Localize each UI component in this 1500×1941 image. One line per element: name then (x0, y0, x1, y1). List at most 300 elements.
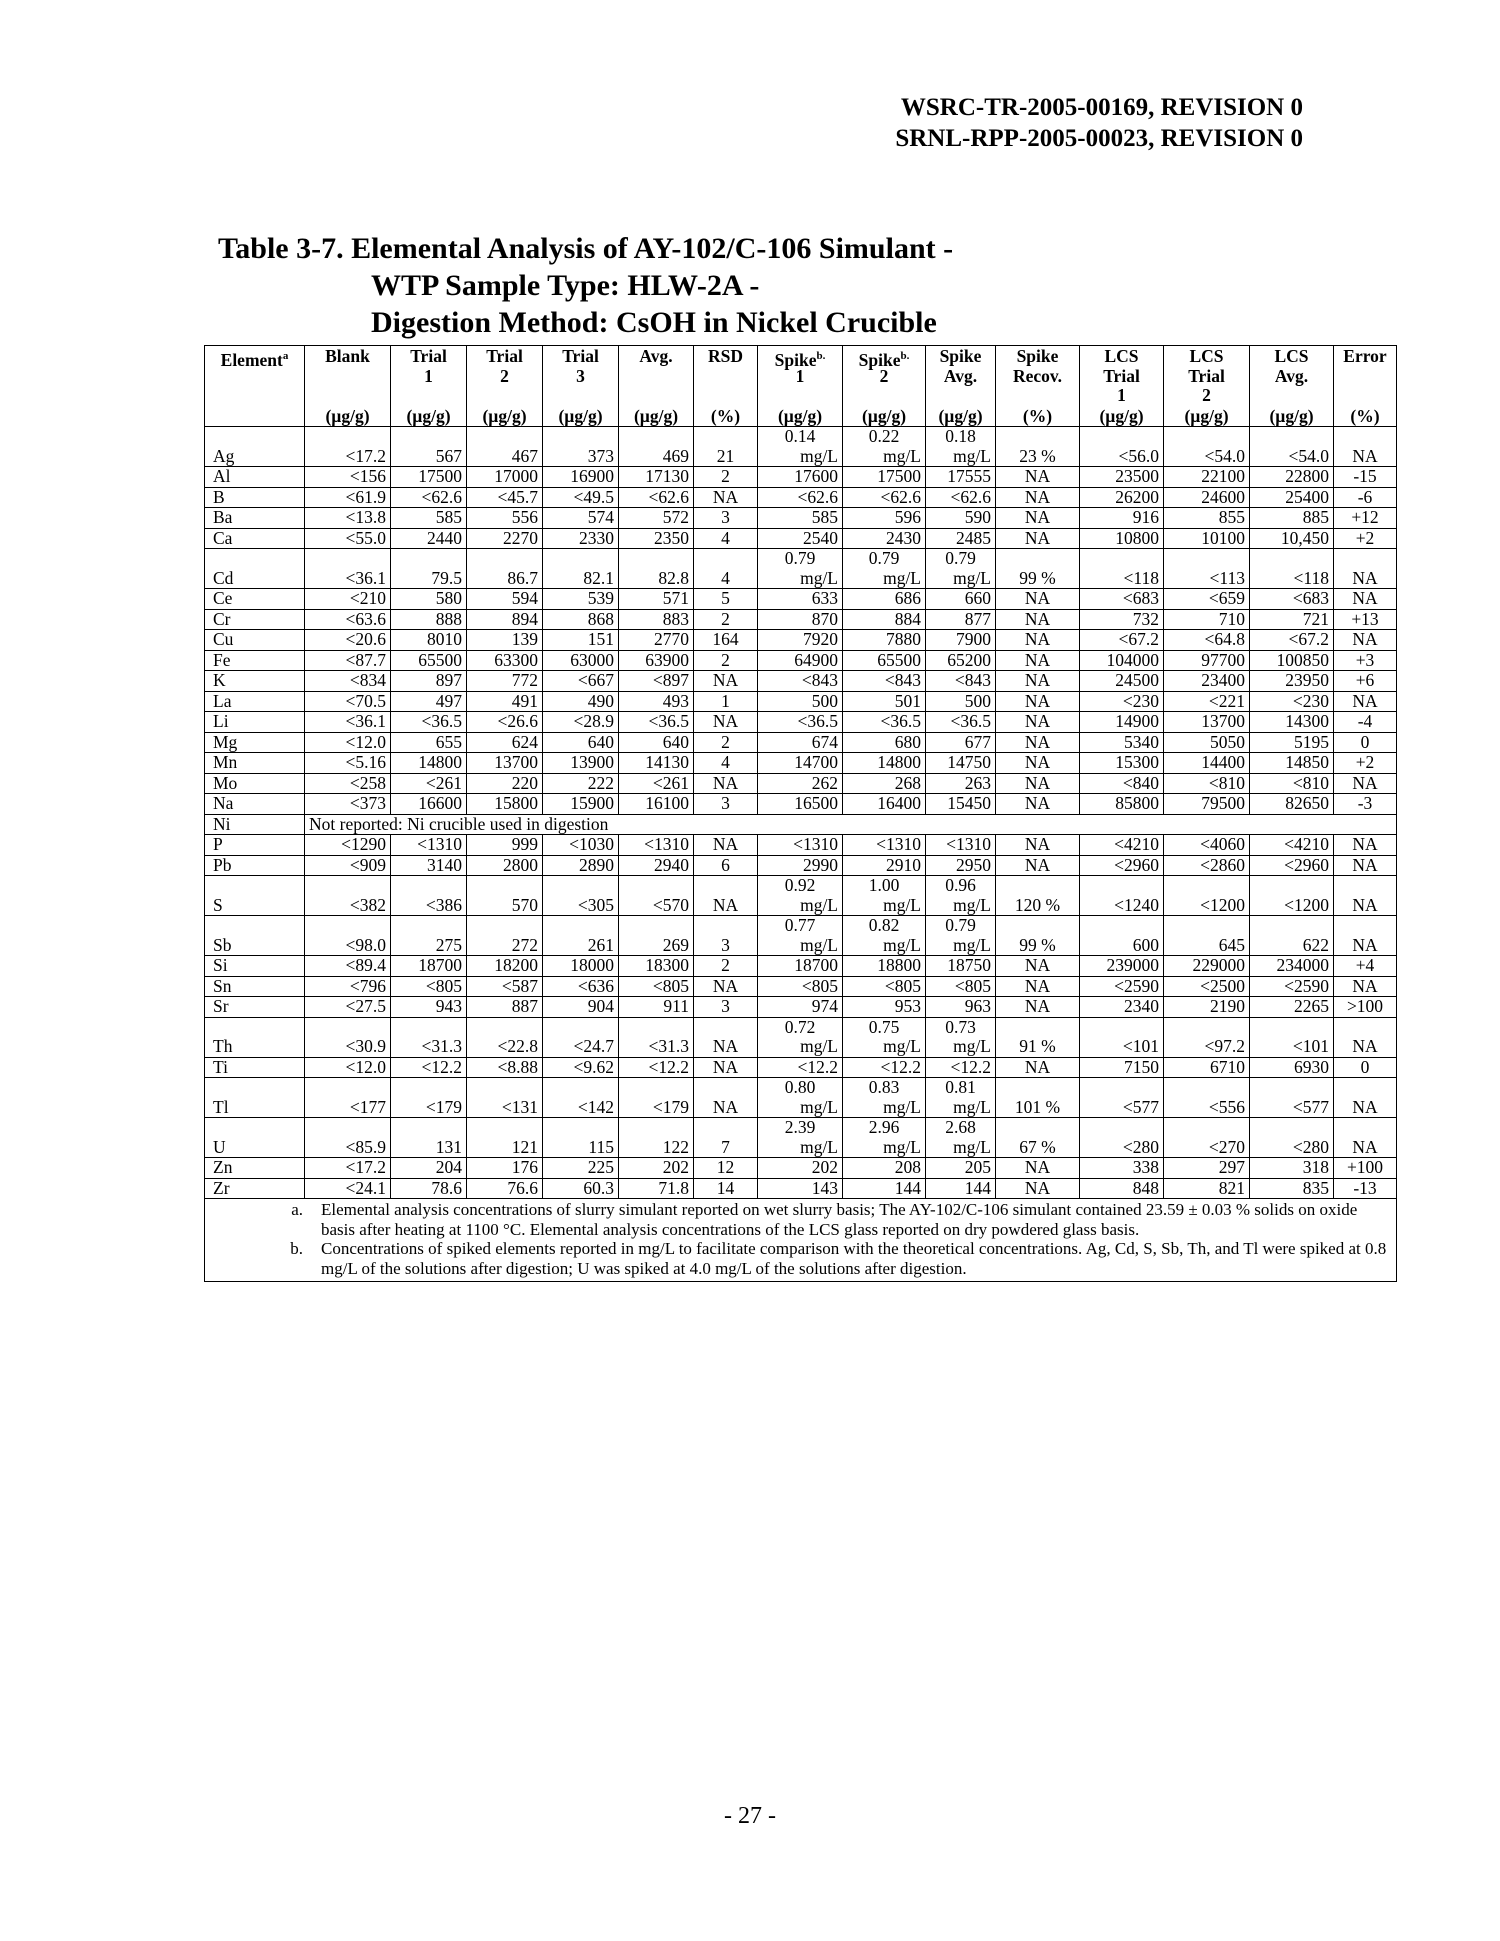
spike-cell (758, 549, 843, 589)
lcs-cell: 15300 (1080, 753, 1164, 774)
recovery-cell: NA (996, 753, 1080, 774)
spike-cell (926, 876, 996, 916)
rsd-cell: 7 (694, 1118, 758, 1158)
spike-cell: 143 (758, 1178, 843, 1199)
lcs-cell: <659 (1164, 589, 1250, 610)
value-cell: 594 (467, 589, 543, 610)
column-header-line: Error (1343, 346, 1387, 366)
rsd-cell: 21 (694, 427, 758, 467)
column-header (619, 346, 694, 406)
element-cell: Fe (205, 650, 305, 671)
column-header (205, 346, 305, 406)
spike-unit: mg/L (800, 1036, 838, 1056)
lcs-cell: 6930 (1250, 1057, 1334, 1078)
value-cell: 904 (543, 997, 619, 1018)
lcs-cell: <67.2 (1250, 630, 1334, 651)
value-cell: <27.5 (305, 997, 391, 1018)
value-cell: 269 (619, 916, 694, 956)
error-cell: +12 (1334, 508, 1397, 529)
column-header-line: 1 (795, 365, 805, 386)
spike-cell: 500 (758, 691, 843, 712)
spike-cell: 884 (843, 609, 926, 630)
rsd-cell: 3 (694, 997, 758, 1018)
lcs-cell: <4210 (1080, 835, 1164, 856)
column-header-text: Spike (858, 349, 901, 370)
lcs-cell: 14900 (1080, 712, 1164, 733)
lcs-cell: 848 (1080, 1178, 1164, 1199)
spike-unit: mg/L (800, 1096, 838, 1117)
value-cell: <12.0 (305, 732, 391, 753)
spike-cell: 877 (926, 609, 996, 630)
lcs-cell: <1200 (1164, 876, 1250, 916)
spike-cell: <805 (843, 976, 926, 997)
column-unit (205, 406, 305, 427)
spike-value: 0.77 (784, 915, 816, 935)
column-header-line (309, 386, 386, 406)
value-cell: 887 (467, 997, 543, 1018)
table-row (205, 1118, 1397, 1158)
spike-cell: <12.2 (843, 1057, 926, 1078)
value-cell: <179 (619, 1078, 694, 1118)
lcs-cell: <683 (1080, 589, 1164, 610)
error-cell: -3 (1334, 794, 1397, 815)
lcs-cell: <2960 (1250, 855, 1334, 876)
table-title-line-3: Digestion Method: CsOH in Nickel Crucible (371, 306, 937, 339)
table-row (205, 732, 1397, 753)
spike-unit: mg/L (883, 1136, 921, 1157)
spike-cell (926, 1017, 996, 1057)
lcs-cell: <118 (1080, 549, 1164, 589)
rsd-cell: 3 (694, 794, 758, 815)
value-cell: 71.8 (619, 1178, 694, 1199)
column-header-superscript: b. (900, 350, 910, 362)
unit-row (205, 406, 1397, 427)
error-cell: NA (1334, 916, 1397, 956)
column-header-line: Avg. (639, 346, 673, 366)
recovery-cell: NA (996, 855, 1080, 876)
column-header-line (698, 367, 753, 387)
rsd-cell: 3 (694, 508, 758, 529)
lcs-cell: 7150 (1080, 1057, 1164, 1078)
table-row (205, 650, 1397, 671)
value-cell: 640 (619, 732, 694, 753)
spike-value: 0.79 (784, 548, 816, 568)
value-cell: <305 (543, 876, 619, 916)
value-cell: 222 (543, 773, 619, 794)
element-cell: S (205, 876, 305, 916)
element-cell: Ce (205, 589, 305, 610)
table-title (218, 230, 953, 341)
lcs-cell: 229000 (1164, 956, 1250, 977)
spike-value: 0.80 (784, 1077, 816, 1097)
recovery-cell: NA (996, 650, 1080, 671)
value-cell: 574 (543, 508, 619, 529)
value-cell: <1310 (619, 835, 694, 856)
spike-unit: mg/L (953, 445, 991, 466)
value-cell: <98.0 (305, 916, 391, 956)
value-cell: 897 (391, 671, 467, 692)
column-header-line: Spike (1016, 346, 1059, 366)
recovery-cell: NA (996, 794, 1080, 815)
spike-cell (843, 1017, 926, 1057)
element-cell: Mo (205, 773, 305, 794)
column-header-text: Spike (774, 349, 817, 370)
lcs-cell: <113 (1164, 549, 1250, 589)
column-header-line (209, 386, 300, 406)
spike-cell: <36.5 (843, 712, 926, 733)
value-cell: 493 (619, 691, 694, 712)
lcs-cell: 10,450 (1250, 528, 1334, 549)
lcs-cell: <4210 (1250, 835, 1334, 856)
value-cell: 82.1 (543, 549, 619, 589)
lcs-cell: 25400 (1250, 487, 1334, 508)
spike-cell (758, 427, 843, 467)
table-row (205, 630, 1397, 651)
rsd-cell: NA (694, 976, 758, 997)
column-header-line: LCS (1189, 346, 1224, 366)
value-cell: 2800 (467, 855, 543, 876)
column-header (1080, 346, 1164, 406)
spike-value: 0.75 (868, 1017, 900, 1037)
spike-value: 2.96 (868, 1117, 900, 1137)
spike-cell: 263 (926, 773, 996, 794)
column-header-superscript: a (282, 350, 289, 362)
recovery-cell: 120 % (996, 876, 1080, 916)
lcs-cell: <221 (1164, 691, 1250, 712)
value-cell: 655 (391, 732, 467, 753)
spike-value: 0.83 (868, 1077, 900, 1097)
value-cell: 490 (543, 691, 619, 712)
spike-cell (843, 916, 926, 956)
spike-unit: mg/L (800, 894, 838, 915)
value-cell: <87.7 (305, 650, 391, 671)
value-cell: 539 (543, 589, 619, 610)
value-cell: <26.6 (467, 712, 543, 733)
value-cell: <258 (305, 773, 391, 794)
error-cell: NA (1334, 835, 1397, 856)
value-cell: 18000 (543, 956, 619, 977)
value-cell: <805 (391, 976, 467, 997)
value-cell: <587 (467, 976, 543, 997)
lcs-cell: 104000 (1080, 650, 1164, 671)
lcs-cell: 5050 (1164, 732, 1250, 753)
column-header (543, 346, 619, 406)
column-header-line: Recov. (1012, 365, 1063, 386)
footnote (213, 1200, 1388, 1239)
lcs-cell: 6710 (1164, 1057, 1250, 1078)
lcs-cell: <683 (1250, 589, 1334, 610)
rsd-cell: 4 (694, 753, 758, 774)
column-header-line: Blank (325, 346, 370, 366)
element-cell: Sn (205, 976, 305, 997)
lcs-cell: <101 (1250, 1017, 1334, 1057)
note-cell: Not reported: Ni crucible used in digestion (305, 814, 1397, 835)
table-row (205, 773, 1397, 794)
value-cell: 139 (467, 630, 543, 651)
value-cell: 14130 (619, 753, 694, 774)
value-cell: 115 (543, 1118, 619, 1158)
value-cell: <12.2 (391, 1057, 467, 1078)
lcs-cell: <67.2 (1080, 630, 1164, 651)
lcs-cell: 24500 (1080, 671, 1164, 692)
lcs-cell: 14300 (1250, 712, 1334, 733)
spike-cell (758, 916, 843, 956)
spike-value: 0.81 (945, 1077, 976, 1097)
element-cell: Zr (205, 1178, 305, 1199)
spike-cell: 633 (758, 589, 843, 610)
spike-cell (843, 876, 926, 916)
element-cell: Al (205, 467, 305, 488)
spike-value: 0.14 (784, 426, 816, 446)
column-header-line (1338, 386, 1392, 406)
recovery-cell: NA (996, 1158, 1080, 1179)
lcs-cell: <810 (1250, 773, 1334, 794)
table-row (205, 976, 1397, 997)
spike-unit: mg/L (883, 445, 921, 466)
spike-cell (926, 427, 996, 467)
value-cell: <667 (543, 671, 619, 692)
column-unit: (µg/g) (391, 406, 467, 427)
header-row (205, 346, 1397, 406)
column-unit: (µg/g) (467, 406, 543, 427)
column-header-line: RSD (707, 346, 743, 366)
value-cell: 17130 (619, 467, 694, 488)
error-cell: NA (1334, 630, 1397, 651)
value-cell: 2770 (619, 630, 694, 651)
rsd-cell: 5 (694, 589, 758, 610)
table-title-line-1: Table 3-7. Elemental Analysis of AY-102/C-106 Simulant - (218, 232, 954, 265)
value-cell: <5.16 (305, 753, 391, 774)
error-cell: NA (1334, 773, 1397, 794)
spike-unit: mg/L (953, 934, 991, 955)
value-cell: <70.5 (305, 691, 391, 712)
lcs-cell: 600 (1080, 916, 1164, 956)
lcs-cell: <577 (1250, 1078, 1334, 1118)
table-row (205, 916, 1397, 956)
document-header (895, 92, 1303, 154)
spike-cell (843, 1078, 926, 1118)
spike-cell: <843 (843, 671, 926, 692)
column-header (996, 346, 1080, 406)
column-header (694, 346, 758, 406)
spike-value: 0.79 (945, 548, 976, 568)
value-cell: 272 (467, 916, 543, 956)
spike-cell: <12.2 (926, 1057, 996, 1078)
spike-cell: 7900 (926, 630, 996, 651)
lcs-cell: <810 (1164, 773, 1250, 794)
element-cell: Sr (205, 997, 305, 1018)
spike-cell (926, 916, 996, 956)
element-cell: Ca (205, 528, 305, 549)
footnote-row (205, 1199, 1397, 1282)
column-header (1250, 346, 1334, 406)
column-header-label (209, 347, 300, 370)
value-cell: 204 (391, 1158, 467, 1179)
recovery-cell: NA (996, 976, 1080, 997)
table-row (205, 997, 1397, 1018)
lcs-cell: <4060 (1164, 835, 1250, 856)
spike-unit: mg/L (883, 894, 921, 915)
spike-cell: <805 (926, 976, 996, 997)
column-header-line (1254, 386, 1329, 406)
column-header-line: Trial (562, 346, 599, 366)
table-row (205, 1178, 1397, 1199)
error-cell: NA (1334, 855, 1397, 876)
recovery-cell: NA (996, 589, 1080, 610)
column-header (758, 346, 843, 406)
recovery-cell: 23 % (996, 427, 1080, 467)
lcs-cell: 821 (1164, 1178, 1250, 1199)
column-header-line: Trial (1188, 365, 1225, 386)
lcs-cell: <1200 (1250, 876, 1334, 916)
spike-unit: mg/L (953, 567, 991, 588)
table-row (205, 956, 1397, 977)
value-cell: 17000 (467, 467, 543, 488)
footnote (213, 1239, 1388, 1278)
value-cell: <177 (305, 1078, 391, 1118)
spike-cell: 686 (843, 589, 926, 610)
error-cell: >100 (1334, 997, 1397, 1018)
value-cell: 151 (543, 630, 619, 651)
value-cell: <373 (305, 794, 391, 815)
spike-cell: 590 (926, 508, 996, 529)
value-cell: 13700 (467, 753, 543, 774)
lcs-cell: <2590 (1250, 976, 1334, 997)
value-cell: 79.5 (391, 549, 467, 589)
column-header-line (547, 386, 614, 406)
spike-unit: mg/L (800, 934, 838, 955)
value-cell: 491 (467, 691, 543, 712)
rsd-cell: NA (694, 671, 758, 692)
spike-cell: 17500 (843, 467, 926, 488)
lcs-cell: 2265 (1250, 997, 1334, 1018)
spike-cell: 65200 (926, 650, 996, 671)
value-cell: <210 (305, 589, 391, 610)
recovery-cell: NA (996, 691, 1080, 712)
value-cell: <1310 (391, 835, 467, 856)
value-cell: <36.1 (305, 712, 391, 733)
value-cell: <142 (543, 1078, 619, 1118)
value-cell: <796 (305, 976, 391, 997)
spike-unit: mg/L (953, 1096, 991, 1117)
lcs-cell: 23500 (1080, 467, 1164, 488)
lcs-cell: 710 (1164, 609, 1250, 630)
value-cell: 2440 (391, 528, 467, 549)
column-header-line (930, 386, 991, 406)
spike-cell: 974 (758, 997, 843, 1018)
value-cell: 18200 (467, 956, 543, 977)
lcs-cell: <2500 (1164, 976, 1250, 997)
value-cell: <62.6 (619, 487, 694, 508)
column-unit: (µg/g) (1164, 406, 1250, 427)
table-row (205, 876, 1397, 916)
lcs-cell: <280 (1250, 1118, 1334, 1158)
element-cell: Li (205, 712, 305, 733)
lcs-cell: <56.0 (1080, 427, 1164, 467)
lcs-cell: <840 (1080, 773, 1164, 794)
value-cell: 497 (391, 691, 467, 712)
value-cell: 275 (391, 916, 467, 956)
spike-cell: 17555 (926, 467, 996, 488)
value-cell: <45.7 (467, 487, 543, 508)
spike-unit: mg/L (953, 1136, 991, 1157)
value-cell: <28.9 (543, 712, 619, 733)
lcs-cell: 14400 (1164, 753, 1250, 774)
spike-value: 0.92 (784, 875, 816, 895)
spike-unit: mg/L (953, 1036, 991, 1056)
value-cell: 122 (619, 1118, 694, 1158)
spike-cell: <62.6 (758, 487, 843, 508)
column-header-line: 2 (879, 365, 889, 386)
element-cell: K (205, 671, 305, 692)
error-cell: NA (1334, 976, 1397, 997)
value-cell: <156 (305, 467, 391, 488)
value-cell: <36.5 (391, 712, 467, 733)
column-header (843, 346, 926, 406)
value-cell: 772 (467, 671, 543, 692)
lcs-cell: <2960 (1080, 855, 1164, 876)
value-cell: <63.6 (305, 609, 391, 630)
element-cell: Cd (205, 549, 305, 589)
value-cell: <30.9 (305, 1017, 391, 1057)
error-cell: NA (1334, 691, 1397, 712)
footnotes (205, 1199, 1397, 1282)
recovery-cell: NA (996, 956, 1080, 977)
spike-cell: 7920 (758, 630, 843, 651)
column-unit: (µg/g) (843, 406, 926, 427)
value-cell: 570 (467, 876, 543, 916)
table-row (205, 794, 1397, 815)
value-cell: 16600 (391, 794, 467, 815)
value-cell: 131 (391, 1118, 467, 1158)
spike-value: 0.96 (945, 875, 976, 895)
spike-cell: <1310 (926, 835, 996, 856)
recovery-cell: NA (996, 712, 1080, 733)
element-cell: Cr (205, 609, 305, 630)
column-header-line: Trial (486, 346, 523, 366)
lcs-cell: <280 (1080, 1118, 1164, 1158)
page-number: - 27 - (724, 1803, 776, 1829)
column-unit: (µg/g) (305, 406, 391, 427)
rsd-cell: 164 (694, 630, 758, 651)
spike-cell: 2950 (926, 855, 996, 876)
value-cell: 580 (391, 589, 467, 610)
value-cell: <17.2 (305, 1158, 391, 1179)
spike-cell (758, 1118, 843, 1158)
lcs-cell: 10800 (1080, 528, 1164, 549)
rsd-cell: NA (694, 1017, 758, 1057)
spike-value: 0.18 (945, 426, 976, 446)
element-cell: Mg (205, 732, 305, 753)
lcs-cell: <118 (1250, 549, 1334, 589)
value-cell: 911 (619, 997, 694, 1018)
column-header-line: 3 (576, 365, 585, 386)
spike-cell: 2540 (758, 528, 843, 549)
value-cell: 2270 (467, 528, 543, 549)
table-row (205, 427, 1397, 467)
rsd-cell: 4 (694, 528, 758, 549)
table-row (205, 589, 1397, 610)
column-header-line: 2 (500, 365, 509, 386)
lcs-cell: 855 (1164, 508, 1250, 529)
spike-cell: 500 (926, 691, 996, 712)
value-cell: 572 (619, 508, 694, 529)
element-cell: Ni (205, 814, 305, 835)
lcs-cell: 10100 (1164, 528, 1250, 549)
value-cell: 18300 (619, 956, 694, 977)
value-cell: <386 (391, 876, 467, 916)
value-cell: 373 (543, 427, 619, 467)
